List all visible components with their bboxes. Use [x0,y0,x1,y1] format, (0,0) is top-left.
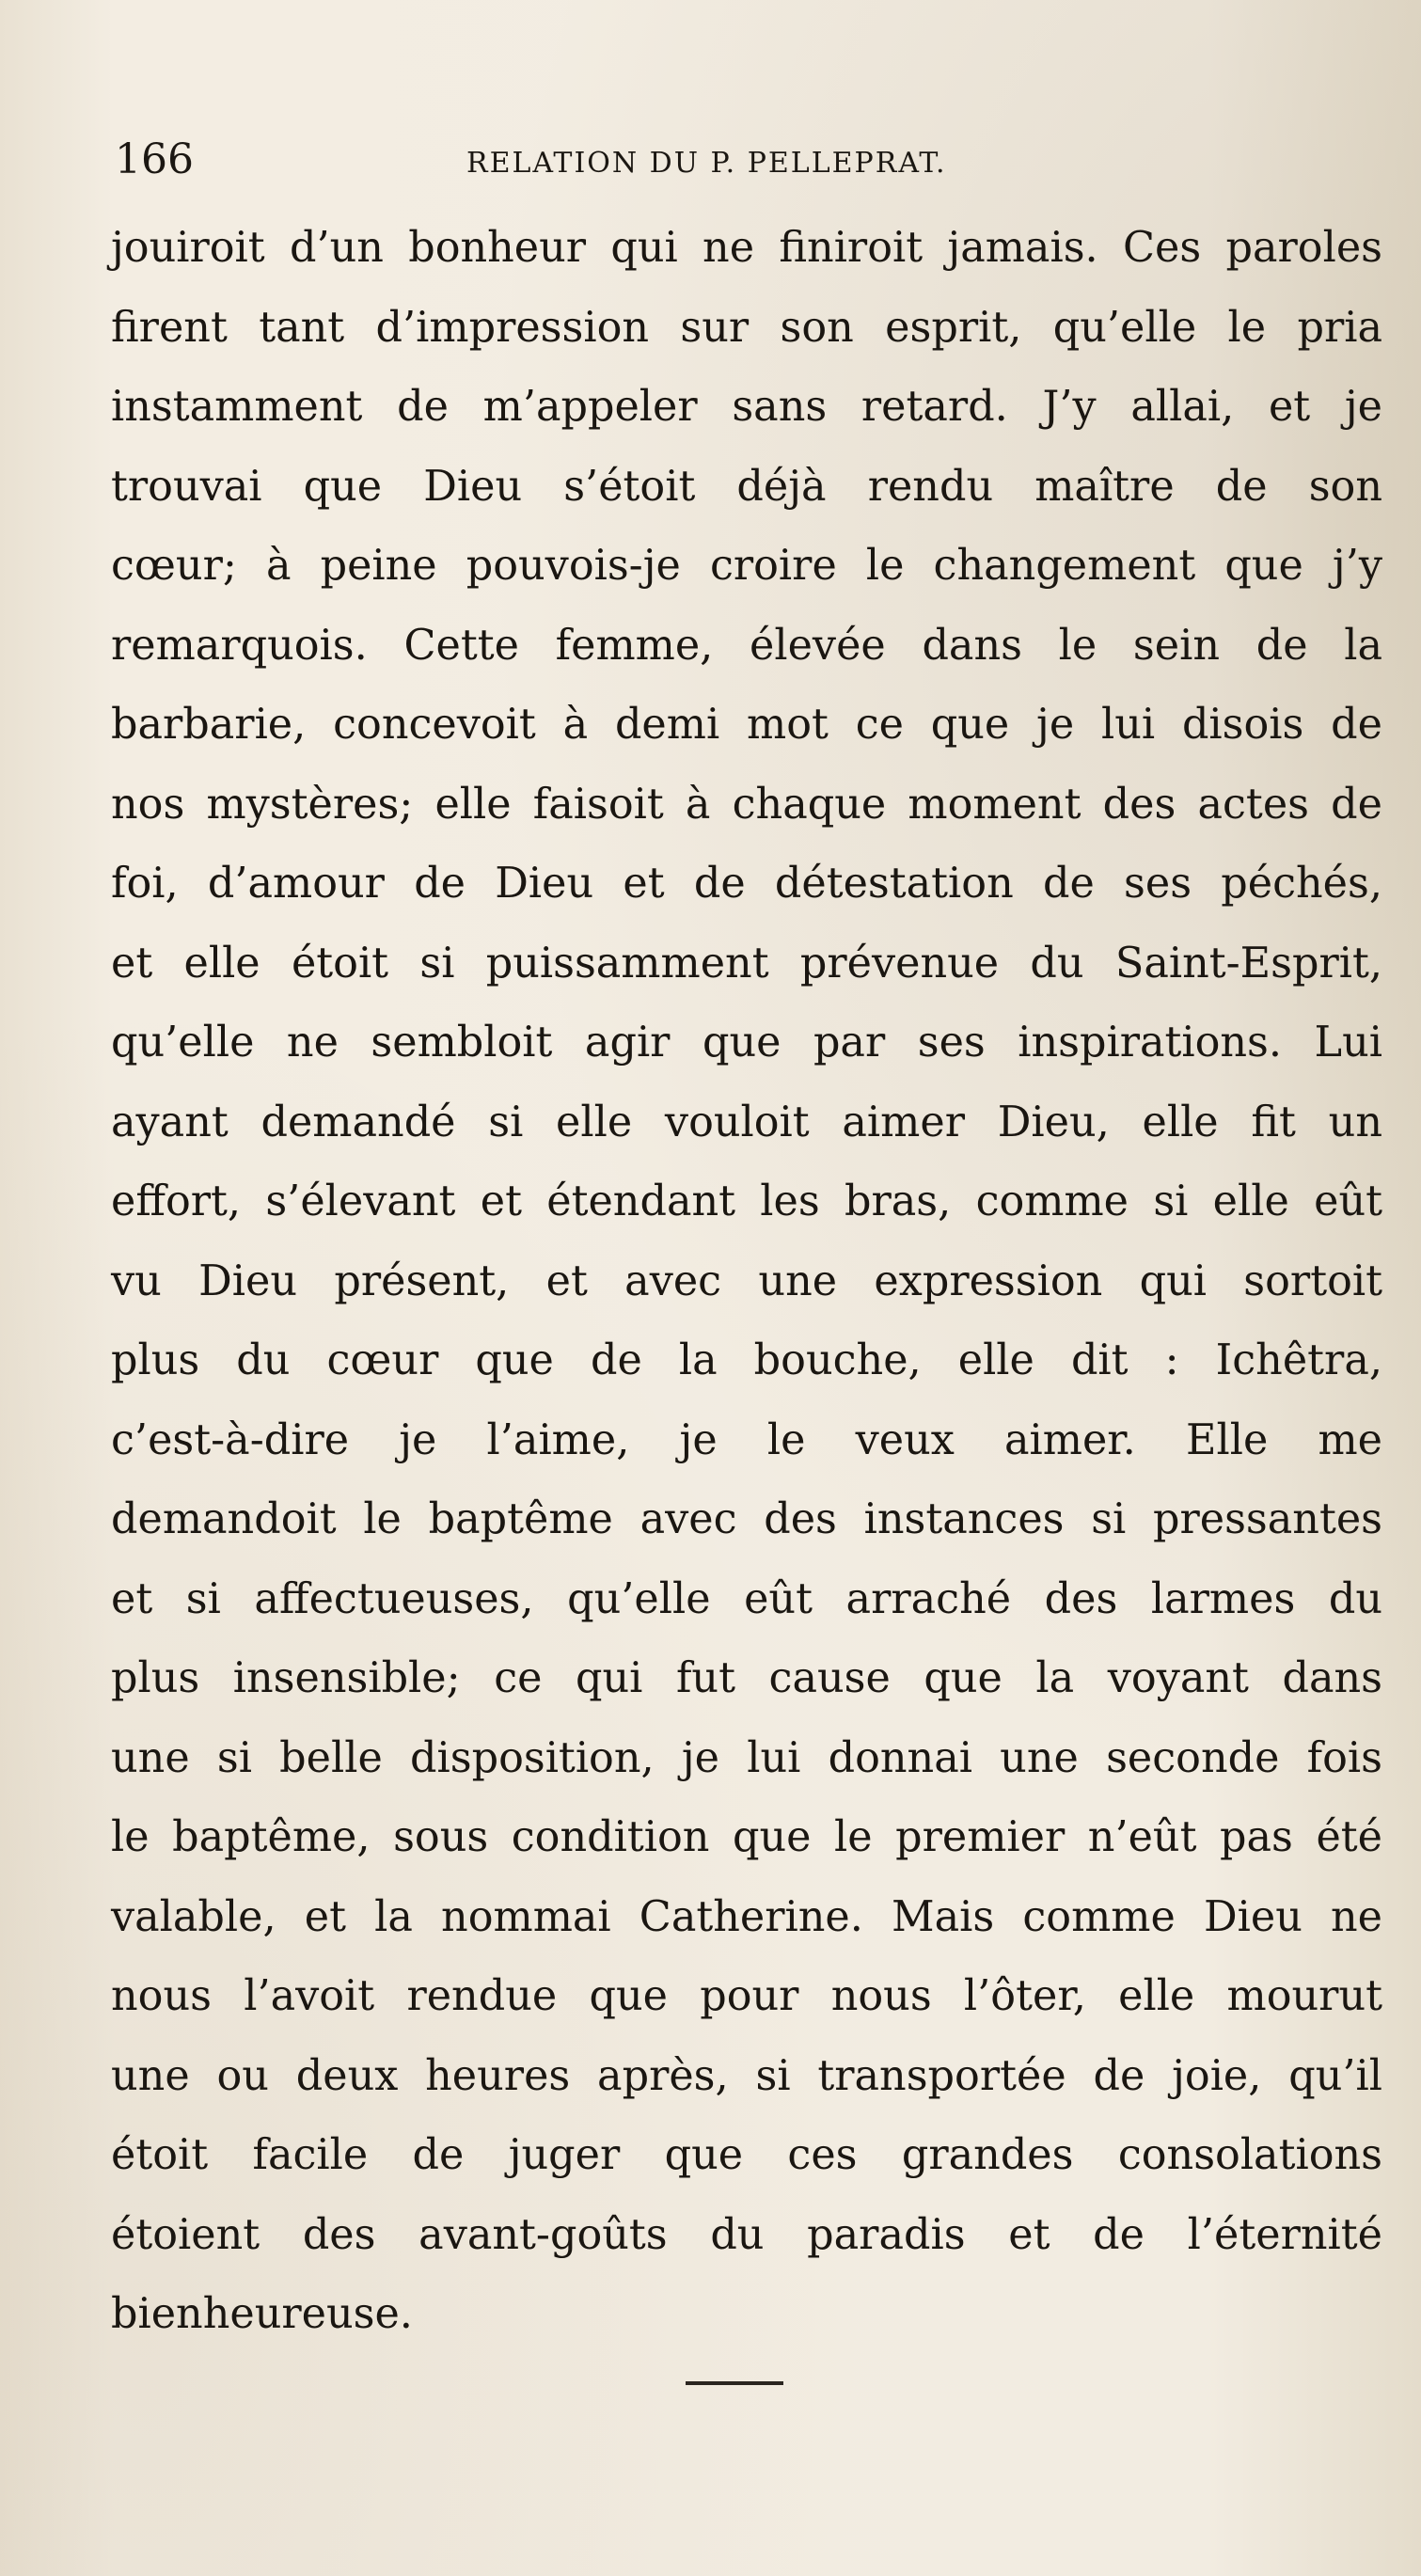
text-line: et si affectueuses, qu’elle eût arraché des larmes du [111,1574,1382,1623]
text-line: ayant demandé si elle vouloit aimer Dieu, elle fit un [111,1098,1382,1146]
text-line: nous l’avoit rendue que pour nous l’ôter, elle mourut [111,1972,1382,2020]
text-line: remarquois. Cette femme, élevée dans le sein de la [111,621,1382,670]
text-line: instamment de m’appeler sans retard. J’y allai, et je [111,383,1382,431]
body-text [111,209,1382,2355]
text-line: demandoit le baptême avec des instances si pressantes [111,1495,1382,1543]
text-line: plus insensible; ce qui fut cause que la voyant dans [111,1654,1382,1702]
text-line: c’est-à-dire je l’aime, je le veux aimer. Elle me [111,1415,1382,1464]
page-number: 166 [115,135,194,183]
text-line: firent tant d’impression sur son esprit, qu’elle le pria [111,303,1382,352]
text-line: une ou deux heures après, si transportée de joie, qu’il [111,2051,1382,2100]
text-line: plus du cœur que de la bouche, elle dit : Ichêtra, [111,1336,1382,1384]
text-line: et elle étoit si puissamment prévenue du Saint-Esprit, [111,939,1382,988]
text-line: vu Dieu présent, et avec une expression qui sortoit [111,1256,1382,1305]
running-title: RELATION DU P. PELLEPRAT. [466,147,947,180]
section-end-rule [686,2381,783,2385]
text-line: étoit facile de juger que ces grandes consolations [111,2131,1382,2179]
text-line: nos mystères; elle faisoit à chaque moment des actes de [111,780,1382,829]
text-line: valable, et la nommai Catherine. Mais comme Dieu ne [111,1892,1382,1941]
text-line: le baptême, sous condition que le premier n’eût pas été [111,1813,1382,1861]
text-line: effort, s’élevant et étendant les bras, comme si elle eût [111,1177,1382,1225]
text-line: barbarie, concevoit à demi mot ce que je lui disois de [111,701,1382,749]
text-line: trouvai que Dieu s’étoit déjà rendu maître de son [111,462,1382,511]
running-header [115,132,1366,188]
text-line: cœur; à peine pouvois-je croire le changement que j’y [111,542,1382,590]
text-line: qu’elle ne sembloit agir que par ses inspirations. Lui [111,1019,1382,1067]
text-line: étoient des avant-goûts du paradis et de l’éternité [111,2210,1382,2259]
text-line: foi, d’amour de Dieu et de détestation de ses péchés, [111,860,1382,908]
text-line: une si belle disposition, je lui donnai une seconde fois [111,1733,1382,1782]
text-line: bienheureuse. [111,2290,413,2338]
text-line: jouiroit d’un bonheur qui ne finiroit jamais. Ces paroles [111,224,1382,272]
